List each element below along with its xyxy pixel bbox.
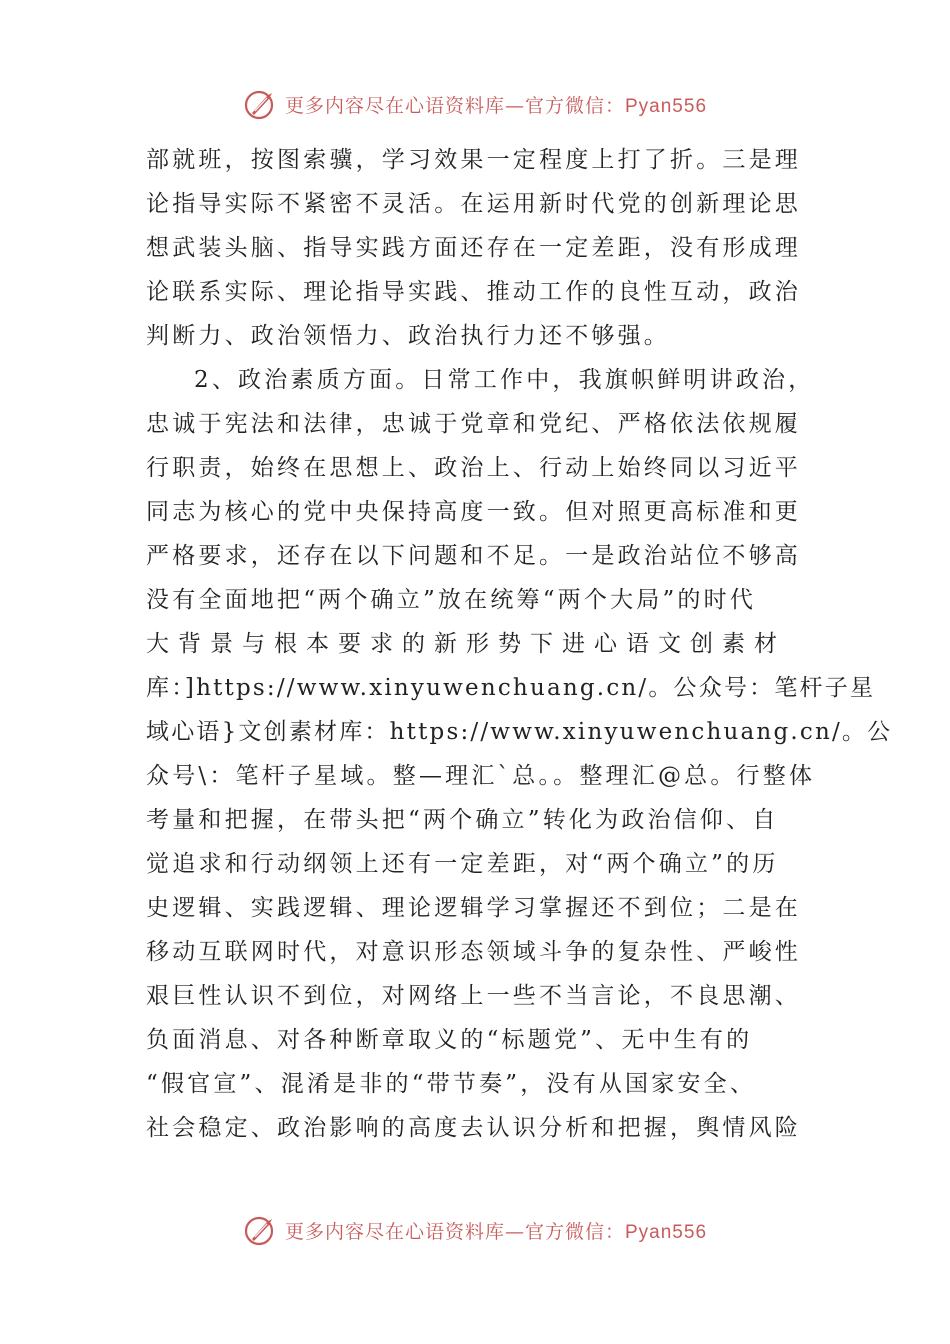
text-line: 艰巨性认识不到位，对网络上一些不当言论，不良思潮、 — [146, 983, 801, 1009]
text-line: 没有全面地把“两个确立”放在统筹“两个大局”的时代 — [146, 587, 757, 613]
header-banner-prefix: 更多内容尽在心语资料库—官方微信： — [284, 94, 625, 117]
text-line: “假官宣”、混淆是非的“带节奏”，没有从国家安全、 — [146, 1071, 757, 1097]
text-line: 众号\：笔杆子星域。整—理汇`总。。整理汇@总。行整体 — [146, 763, 816, 789]
text-line: 库：]https://www.xinyuwenchuang.cn/。公众号：笔杆子星 — [146, 675, 876, 701]
text-line: 觉追求和行动纲领上还有一定差距，对“两个确立”的历 — [146, 851, 779, 877]
text-line: 忠诚于宪法和法律，忠诚于党章和党纪、严格依法依规履 — [146, 411, 801, 437]
text-line: 移动互联网时代，对意识形态领域斗争的复杂性、严峻性 — [146, 939, 801, 965]
pen-nib-circle-icon — [243, 86, 279, 122]
text-line: 史逻辑、实践逻辑、理论逻辑学习掌握还不到位；二是在 — [146, 895, 801, 921]
footer-banner-prefix: 更多内容尽在心语资料库—官方微信： — [284, 1220, 625, 1243]
text-line: 同志为核心的党中央保持高度一致。但对照更高标准和更 — [146, 499, 801, 525]
text-line: 论联系实际、理论指导实践、推动工作的良性互动，政治 — [146, 279, 801, 305]
text-line: 考量和把握，在带头把“两个确立”转化为政治信仰、自 — [146, 807, 779, 833]
text-line: 负面消息、对各种断章取义的“标题党”、无中生有的 — [146, 1027, 753, 1053]
footer-banner-wechat: Pyan556 — [625, 1221, 708, 1243]
text-line: 判断力、政治领悟力、政治执行力还不够强。 — [146, 323, 670, 349]
text-line: 行职责，始终在思想上、政治上、行动上始终同以习近平 — [146, 455, 801, 481]
text-line: 严格要求，还存在以下问题和不足。一是政治站位不够高 — [146, 543, 801, 569]
text-line: 部就班，按图索骥，学习效果一定程度上打了折。三是理 — [146, 147, 801, 173]
header-banner-text — [285, 91, 707, 118]
text-line: 论指导实际不紧密不灵活。在运用新时代党的创新理论思 — [146, 191, 801, 217]
footer-banner-text — [285, 1217, 707, 1244]
text-line: 大背景与根本要求的新形势下进心语文创素材 — [146, 631, 786, 657]
footer-banner — [0, 1210, 950, 1250]
header-banner — [0, 84, 950, 124]
text-line: 2、政治素质方面。日常工作中，我旗帜鲜明讲政治， — [194, 367, 815, 393]
text-line: 域心语}文创素材库：https://www.xinyuwenchuang.cn/。公 — [146, 719, 893, 745]
text-line: 想武装头脑、指导实践方面还存在一定差距，没有形成理 — [146, 235, 801, 261]
text-line: 社会稳定、政治影响的高度去认识分析和把握，舆情风险 — [146, 1115, 801, 1141]
document-body — [146, 138, 893, 1150]
header-banner-wechat: Pyan556 — [625, 95, 708, 117]
pen-nib-circle-icon — [243, 1212, 279, 1248]
